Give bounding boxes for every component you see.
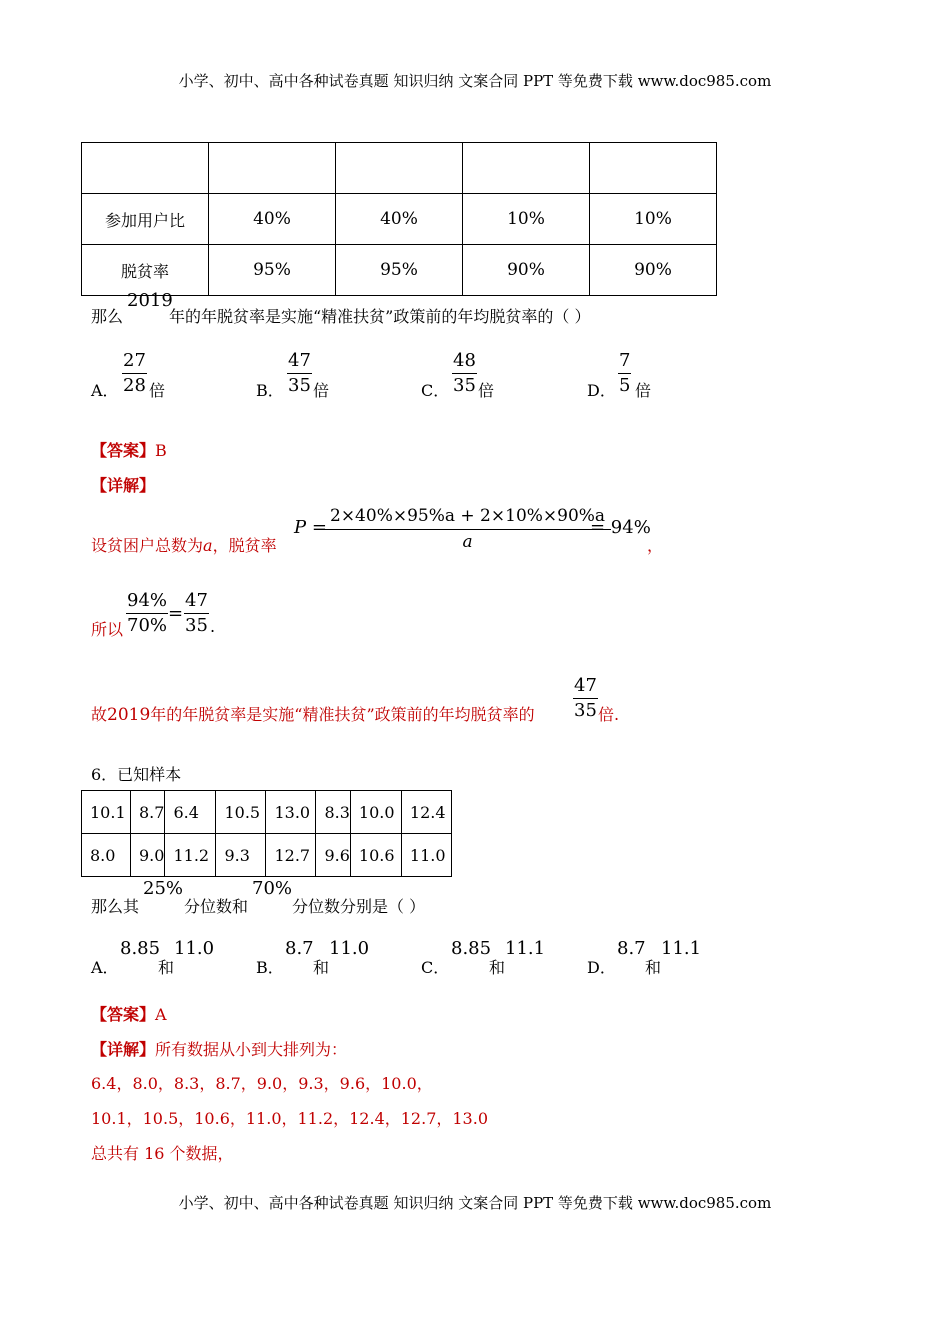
table-cell [463,143,590,194]
q6-stem-prefix: 那么其 [91,897,140,916]
q5-detail-line1-prefix [91,533,277,556]
q6-option-c-v2: 11.1 [505,938,546,959]
table-cell: 10.1 [82,791,131,834]
option-a-letter: A． [91,381,119,400]
q6-option-a-v1: 8.85 [120,938,161,959]
table-cell: 12.4 [401,791,451,834]
q6-option-d-v2: 11.1 [661,938,702,959]
denominator: 35 [574,700,597,721]
numerator: 94% [126,590,168,614]
table-cell [590,143,717,194]
page-header: 小学、初中、高中各种试卷真题 知识归纳 文案合同 PPT 等免费下载 www.doc985.com [178,72,772,90]
row-label: 参加用户比 [82,194,209,245]
numerator: 47 [184,590,209,614]
ratio-fraction-2 [184,590,209,637]
equals-sign: = [168,603,184,624]
q6-option-c-and: 和 [489,958,506,977]
q6-option-b-v2: 11.0 [329,938,370,959]
answer-value: B [155,441,167,460]
table-cell: 10.5 [216,791,266,834]
poverty-table [81,142,717,296]
sorted-line-2: 10.1，10.5，10.6，11.0，11.2，12.4，12.7，13.0 [91,1109,489,1128]
year: 2019 [107,705,151,725]
option-b-fraction [287,350,312,397]
denominator: 70% [127,615,168,636]
q6-option-d-and: 和 [645,958,662,977]
table-cell: 9.6 [316,834,350,877]
denominator: 35 [288,375,311,396]
answer-label: 【答案】 [91,441,156,460]
count-line: 总共有 16 个数据， [91,1144,234,1163]
option-a-unit: 倍 [149,381,166,400]
q6-p1: 25% [143,878,184,899]
q6-option-c-letter: C． [421,958,450,977]
page-footer: 小学、初中、高中各种试卷真题 知识归纳 文案合同 PPT 等免费下载 www.doc985.com [178,1194,772,1212]
conclusion-fraction [573,675,598,722]
option-c-letter: C． [421,381,450,400]
denominator: 5 [619,375,631,396]
q6-detail [91,1037,347,1060]
numerator: 47 [573,675,598,699]
table-cell: 10.0 [350,791,401,834]
option-a-fraction [122,350,147,397]
q6-answer [91,1002,167,1025]
table-cell: 95% [336,245,463,296]
option-b-letter: B． [256,381,284,400]
option-c-fraction [452,350,477,397]
table-cell: 8.3 [316,791,350,834]
table-cell: 10% [590,194,717,245]
q5-answer [91,438,167,461]
table-cell: 11.2 [165,834,216,877]
table-row [82,194,717,245]
formula-end: ， [647,536,664,555]
sorted-line-1: 6.4，8.0，8.3，8.7，9.0，9.3，9.6，10.0， [91,1074,433,1093]
q6-option-a-letter: A． [91,958,119,977]
q5-year: 2019 [127,290,173,311]
detail-label: 【详解】 [91,1040,156,1059]
q5-stem-suffix: 年的年脱贫率是实施“精准扶贫”政策前的年均脱贫率的（ ） [169,307,591,326]
q5-detail-label: 【详解】 [91,476,156,495]
row-label: 脱贫率 [82,245,209,296]
text: 故 [91,705,108,724]
q6-option-b-and: 和 [313,958,330,977]
variable-a: a [203,536,213,555]
q6-title: 6．已知样本 [91,765,182,784]
sample-table [81,790,452,877]
q5-stem-prefix: 那么 [91,307,124,326]
q6-option-a-v2: 11.0 [174,938,215,959]
table-row [82,791,452,834]
q5-conclusion [91,702,535,725]
q6-stem-suffix: 分位数分别是（ ） [292,897,426,916]
text: 年的年脱贫率是实施“精准扶贫”政策前的年均脱贫率的 [150,705,535,724]
q6-option-b-v1: 8.7 [285,938,314,959]
text: 设贫困户总数为 [91,536,204,555]
option-d-letter: D． [587,381,616,400]
table-cell [209,143,336,194]
formula-fraction [324,505,611,553]
q5-line2-prefix: 所以 [91,620,124,639]
q6-option-b-letter: B． [256,958,284,977]
table-cell: 90% [590,245,717,296]
denominator: 35 [453,375,476,396]
text: ，脱贫率 [212,536,277,555]
option-c-unit: 倍 [478,381,495,400]
q6-p2: 70% [252,878,293,899]
numerator: 27 [122,350,147,374]
table-cell: 8.7 [131,791,165,834]
table-cell: 9.3 [216,834,266,877]
denominator: 28 [123,375,146,396]
table-cell: 90% [463,245,590,296]
table-cell [336,143,463,194]
period: . [210,617,216,636]
table-row [82,245,717,296]
option-d-fraction [618,350,631,397]
numerator: 47 [287,350,312,374]
option-d-unit: 倍 [635,381,652,400]
ratio-fraction-1 [126,590,168,637]
table-cell: 40% [336,194,463,245]
answer-label: 【答案】 [91,1005,156,1024]
answer-value: A [155,1005,167,1024]
q6-option-a-and: 和 [158,958,175,977]
table-row [82,834,452,877]
table-cell: 6.4 [165,791,216,834]
table-cell [82,143,209,194]
table-cell: 13.0 [266,791,316,834]
detail-text: 所有数据从小到大排列为： [155,1040,348,1059]
table-cell: 11.0 [401,834,451,877]
numerator: 2×40%×95%a + 2×10%×90%a [324,505,611,530]
table-cell: 40% [209,194,336,245]
formula-rhs: = 94% [590,517,651,538]
denominator: a [462,532,473,552]
table-cell: 95% [209,245,336,296]
formula-lhs: P = [294,517,327,538]
numerator: 7 [618,350,631,374]
numerator: 48 [452,350,477,374]
q6-option-d-letter: D． [587,958,616,977]
table-header-row [82,143,717,194]
table-cell: 12.7 [266,834,316,877]
option-b-unit: 倍 [313,381,330,400]
denominator: 35 [185,615,208,636]
q6-stem-mid: 分位数和 [184,897,249,916]
table-cell: 10.6 [350,834,401,877]
conclusion-end: 倍. [598,705,620,724]
q6-option-d-v1: 8.7 [617,938,646,959]
table-cell: 9.0 [131,834,165,877]
table-cell: 10% [463,194,590,245]
table-cell: 8.0 [82,834,131,877]
q6-option-c-v1: 8.85 [451,938,492,959]
